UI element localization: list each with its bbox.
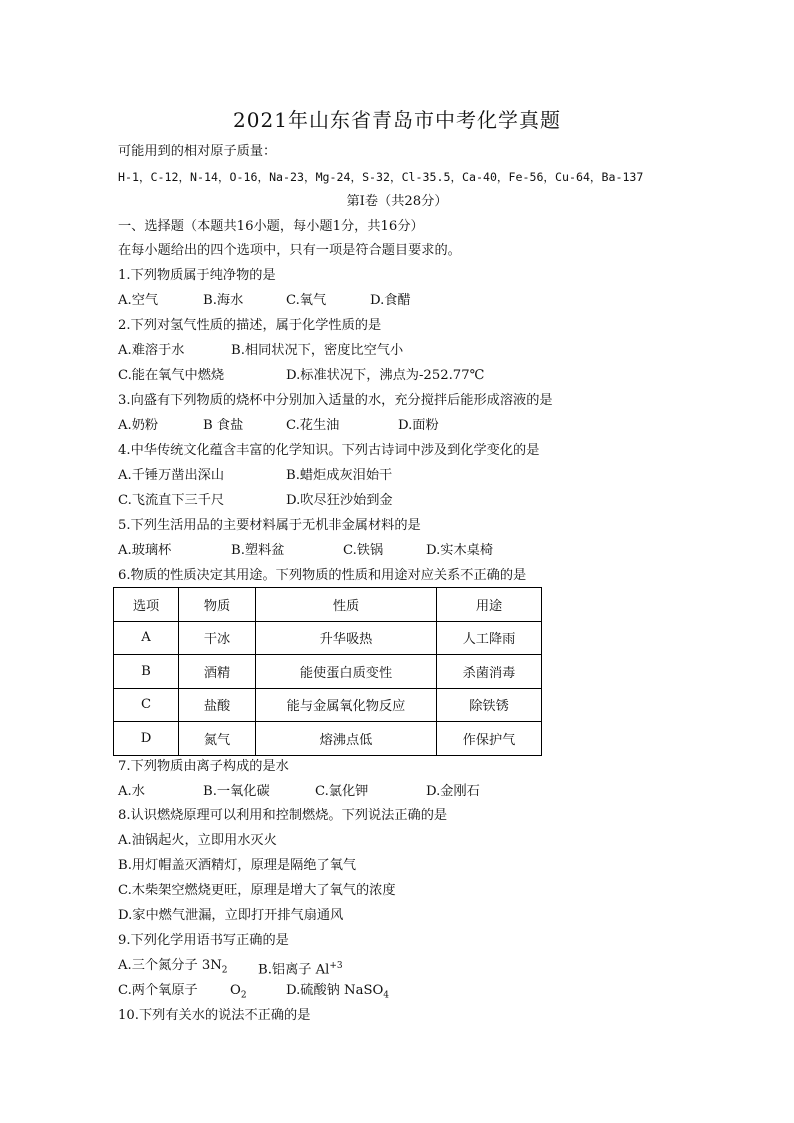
table-cell: 氮气 (179, 722, 256, 756)
option-a: A.玻璃杯 (118, 543, 172, 558)
option-b: B.相同状况下，密度比空气小 (231, 343, 404, 358)
subscript: 2 (221, 965, 228, 976)
table-cell: 干冰 (179, 621, 256, 655)
option-c: C.氯化钾 (315, 784, 369, 799)
property-table (113, 587, 542, 756)
option-a: A.空气 (118, 293, 159, 308)
option-c: C.氧气 (286, 293, 327, 308)
option-a-text: A.三个氮分子 3N (118, 958, 222, 973)
table-header-row (114, 588, 542, 622)
table-cell: 盐酸 (179, 688, 256, 722)
option-b-text: B.铝离子 Al (258, 962, 330, 978)
option-b (258, 957, 343, 979)
option-b: B.蜡炬成灰泪始干 (286, 468, 393, 483)
option-c: C.能在氧气中燃烧 (118, 368, 225, 383)
table-cell: C (114, 688, 179, 722)
table-header-cell: 选项 (114, 588, 179, 622)
question-8-option-d: D.家中燃气泄漏，立即打开排气扇通风 (118, 908, 344, 923)
table-cell: 除铁锈 (437, 688, 542, 722)
option-d: D.面粉 (398, 418, 439, 433)
table-row (114, 688, 542, 722)
question-9-stem: 9.下列化学用语书写正确的是 (118, 933, 289, 948)
table-row (114, 722, 542, 756)
question-6-stem: 6.物质的性质决定其用途。下列物质的性质和用途对应关系不正确的是 (118, 568, 527, 583)
page-title: 2021年山东省青岛市中考化学真题 (233, 108, 561, 132)
question-10-stem: 10.下列有关水的说法不正确的是 (118, 1008, 311, 1023)
section-instruction: 在每小题给出的四个选项中，只有一项是符合题目要求的。 (118, 243, 461, 258)
table-cell: D (114, 722, 179, 756)
table-header-cell: 用途 (437, 588, 542, 622)
option-a: A.奶粉 (118, 418, 159, 433)
option-b: B.海水 (203, 293, 244, 308)
section-heading: 一、选择题（本题共16小题，每小题1分，共16分） (118, 219, 424, 234)
option-d: D.金刚石 (426, 784, 480, 799)
question-8-option-c: C.木柴架空燃烧更旺，原理是增大了氧气的浓度 (118, 883, 396, 898)
table-header-cell: 物质 (179, 588, 256, 622)
question-3-stem: 3.向盛有下列物质的烧杯中分别加入适量的水，充分搅拌后能形成溶液的是 (118, 393, 553, 408)
option-d: D.标准状况下，沸点为-252.77℃ (286, 368, 485, 383)
table-cell: 人工降雨 (437, 621, 542, 655)
table-cell: B (114, 655, 179, 689)
volume-heading: 第Ⅰ卷（共28分） (346, 194, 448, 209)
option-b: B 食盐 (203, 418, 244, 433)
option-a (118, 957, 228, 980)
table-row (114, 621, 542, 655)
option-c: C.花生油 (286, 418, 340, 433)
option-b: B.塑料盆 (231, 543, 285, 558)
table-cell: A (114, 621, 179, 655)
question-7-stem: 7.下列物质由离子构成的是水 (118, 759, 289, 774)
option-d: D.食醋 (370, 293, 411, 308)
question-8-option-a: A.油锅起火，立即用水灭火 (118, 833, 277, 848)
subscript: 2 (240, 990, 247, 1001)
superscript: +3 (329, 961, 343, 971)
option-c-formula (230, 982, 247, 1005)
table-cell: 作保护气 (437, 722, 542, 756)
table-cell: 熔沸点低 (256, 722, 437, 756)
question-4-stem: 4.中华传统文化蕴含丰富的化学知识。下列古诗词中涉及到化学变化的是 (118, 443, 540, 458)
table-cell: 杀菌消毒 (437, 655, 542, 689)
option-c: C.飞流直下三千尺 (118, 493, 225, 508)
option-d (286, 982, 389, 1005)
table-header-cell: 性质 (256, 588, 437, 622)
question-1-stem: 1.下列物质属于纯净物的是 (118, 268, 276, 283)
table-cell: 能使蛋白质变性 (256, 655, 437, 689)
subscript: 4 (383, 990, 390, 1001)
atomic-mass-list: H-1，C-12，N-14，O-16，Na-23，Mg-24，S-32，Cl-35.5，Ca-40，Fe-56，Cu-64，Ba-137 (118, 170, 644, 184)
table-cell: 升华吸热 (256, 621, 437, 655)
option-d: D.吹尽狂沙始到金 (286, 493, 393, 508)
option-c: C.铁锅 (343, 543, 384, 558)
option-c: C.两个氧原子 (118, 983, 198, 998)
option-a: A.水 (118, 784, 145, 799)
table-cell: 能与金属氧化物反应 (256, 688, 437, 722)
option-d-text: D.硫酸钠 NaSO (286, 983, 384, 998)
question-5-stem: 5.下列生活用品的主要材料属于无机非金属材料的是 (118, 518, 421, 533)
table-row (114, 655, 542, 689)
option-a: A.难溶于水 (118, 343, 185, 358)
table-cell: 酒精 (179, 655, 256, 689)
formula-text: O (230, 983, 241, 998)
question-2-stem: 2.下列对氢气性质的描述，属于化学性质的是 (118, 318, 382, 333)
option-a: A.千锤万凿出深山 (118, 468, 225, 483)
option-b: B.一氧化碳 (203, 784, 270, 799)
question-8-option-b: B.用灯帽盖灭酒精灯，原理是隔绝了氧气 (118, 858, 357, 873)
option-d: D.实木桌椅 (426, 543, 494, 558)
question-8-stem: 8.认识燃烧原理可以利用和控制燃烧。下列说法正确的是 (118, 808, 448, 823)
atomic-mass-label: 可能用到的相对原子质量： (118, 144, 277, 159)
